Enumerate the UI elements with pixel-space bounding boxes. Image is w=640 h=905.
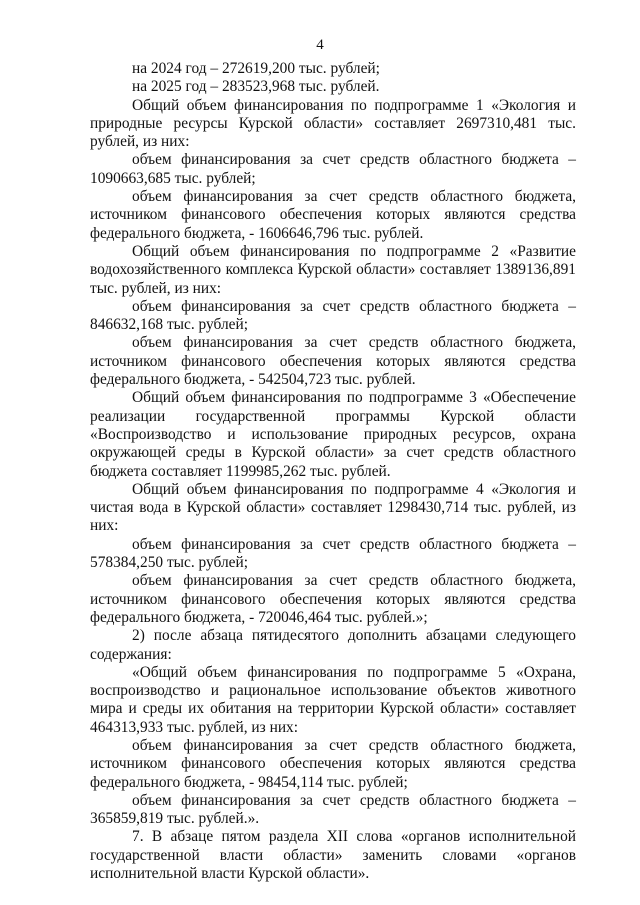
paragraph-subprogram-1-regional: объем финансирования за счет средств областного бюджета – 1090663,685 тыс. рублей; — [90, 151, 576, 187]
paragraph-subprogram-5-total: «Общий объем финансирования по подпрограмме 5 «Охрана, воспроизводство и рациональное использование объектов животного мира и среды их обитания на территории Курской области» составляет 464313,933 тыс. рублей, из них: — [90, 663, 576, 736]
paragraph-item-7: 7. В абзаце пятом раздела XII слова «органов исполнительной государственной власти области» заменить словами «органов исполнительной власти Курской области». — [90, 828, 576, 883]
paragraph-financing-2025: на 2025 год – 283523,968 тыс. рублей. — [132, 78, 380, 96]
paragraph-subprogram-4-federal: объем финансирования за счет средств областного бюджета, источником финансового обеспечения которых являются средства федерального бюджета, - 720046,464 тыс. рублей.»; — [90, 572, 576, 626]
paragraph-financing-2024: на 2024 год – 272619,200 тыс. рублей; — [132, 60, 380, 77]
paragraph-subprogram-2-regional: объем финансирования за счет средств областного бюджета – 846632,168 тыс. рублей; — [90, 297, 576, 334]
document-body — [90, 60, 576, 883]
paragraph-subprogram-5-federal: объем финансирования за счет средств областного бюджета, источником финансового обеспечения которых являются средства федерального бюджета, - 98454,114 тыс. рублей; — [90, 736, 576, 791]
paragraph-subprogram-2-federal: объем финансирования за счет средств областного бюджета, источником финансового обеспечения которых являются средства федерального бюджета, - 542504,723 тыс. рублей. — [90, 334, 576, 389]
paragraph-subprogram-1-total: Общий объем финансирования по подпрограмме 1 «Экология и природные ресурсы Курской области» составляет 2697310,481 тыс. рублей, из них: — [90, 96, 576, 151]
paragraph-subprogram-3-total: Общий объем финансирования по подпрограмме 3 «Обеспечение реализации государственной программы Курской области «Воспроизводство и использование природных ресурсов, охрана окружающей среды в Курской области» за счет средств областного бюджета составляет 1199985,262 тыс. рублей. — [90, 389, 576, 480]
page-number: 4 — [316, 37, 324, 53]
paragraph-subprogram-5-regional: объем финансирования за счет средств областного бюджета – 365859,819 тыс. рублей.». — [90, 791, 576, 828]
paragraph-subprogram-4-regional: объем финансирования за счет средств областного бюджета – 578384,250 тыс. рублей; — [90, 535, 576, 572]
paragraph-subprogram-4-total: Общий объем финансирования по подпрограмме 4 «Экология и чистая вода в Курской области» составляет 1298430,714 тыс. рублей, из них: — [90, 480, 576, 535]
paragraph-amendment-2: 2) после абзаца пятидесятого дополнить абзацами следующего содержания: — [90, 627, 576, 663]
paragraph-subprogram-1-federal: объем финансирования за счет средств областного бюджета, источником финансового обеспечения которых являются средства федерального бюджета, - 1606646,796 тыс. рублей. — [90, 188, 576, 242]
paragraph-subprogram-2-total: Общий объем финансирования по подпрограмме 2 «Развитие водохозяйственного комплекса Курской области» составляет 1389136,891 тыс. рублей, из них: — [90, 242, 576, 297]
